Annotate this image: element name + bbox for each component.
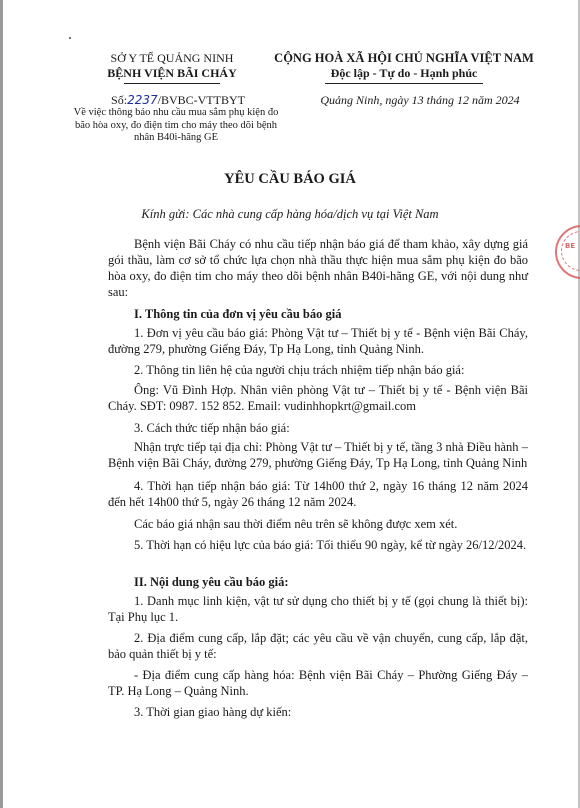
item-2-1: 1. Danh mục linh kiện, vật tư sử dụng cho thiết bị y tế (gọi chung là thiết bị): Tại Phụ lục 1. <box>108 594 528 624</box>
red-stamp <box>555 225 580 279</box>
item-1-3: 3. Cách thức tiếp nhận báo giá: <box>134 421 290 435</box>
document-number <box>72 93 284 107</box>
item-1-2-wrap <box>108 362 528 378</box>
issuing-agency <box>66 51 278 84</box>
item-1-1: 1. Đơn vị yêu cầu báo giá: Phòng Vật tư – Thiết bị y tế - Bệnh viện Bãi Cháy, đường 279, phường Giếng Đáy, Tp Hạ Long, tỉnh Quảng Ninh. <box>108 326 528 356</box>
stamp-ring <box>561 231 580 271</box>
recipient-line: Kính gửi: Các nhà cung cấp hàng hóa/dịch vụ tại Việt Nam <box>141 207 439 221</box>
item-2-3: 3. Thời gian giao hàng dự kiến: <box>134 705 292 719</box>
item-1-3-detail: Nhận trực tiếp tại địa chỉ: Phòng Vật tư – Thiết bị y tế, tầng 3 nhà Điều hành – Bệnh viện Bãi Cháy, đường 279, phường Giếng Đáy, Tp Hạ Long, tỉnh Quảng Ninh <box>108 440 528 470</box>
item-1-5-wrap <box>108 537 528 553</box>
country-name: CỘNG HOÀ XÃ HỘI CHỦ NGHĨA VIỆT NAM <box>274 51 534 65</box>
item-1-2: 2. Thông tin liên hệ của người chịu trách nhiệm tiếp nhận báo giá: <box>134 363 465 377</box>
item-2-2-wrap <box>108 630 528 662</box>
scan-speck <box>69 37 71 39</box>
item-1-1-wrap <box>108 325 528 357</box>
item-1-4: 4. Thời hạn tiếp nhận báo giá: Từ 14h00 thứ 2, ngày 16 tháng 12 năm 2024 đến hết 14h00 thứ 5, ngày 26 tháng 12 năm 2024. <box>108 479 528 509</box>
section-1 <box>108 306 528 322</box>
item-1-4-wrap <box>108 478 528 510</box>
doc-number-prefix: Số: <box>111 93 128 107</box>
section-1-heading: I. Thông tin của đơn vị yêu cầu báo giá <box>134 307 342 321</box>
item-2-2-detail: - Địa điểm cung cấp hàng hóa: Bệnh viện Bãi Cháy – Phường Giếng Đáy – TP. Hạ Long – Quảng Ninh. <box>108 668 528 698</box>
intro-paragraph: Bệnh viện Bãi Cháy có nhu cầu tiếp nhận báo giá để tham khảo, xây dựng giá gói thầu, làm cơ sở tổ chức lựa chọn nhà thầu thực hiện mua sắm phụ kiện đo bão hòa oxy, đo điện tim cho máy theo dõi bệnh nhân B40i-hãng GE, với nội dung như sau: <box>108 237 528 299</box>
item-1-3-wrap <box>108 420 528 436</box>
scan-left-edge <box>0 0 3 808</box>
issue-date: Quảng Ninh, ngày 13 tháng 12 năm 2024 <box>320 93 520 107</box>
item-1-2-detail: Ông: Vũ Đình Hợp. Nhân viên phòng Vật tư – Thiết bị y tế - Bệnh viện Bãi Cháy. SĐT: 0987. 152 852. Email: vudinhhopkrt@gmail.com <box>108 383 528 413</box>
item-2-1-wrap <box>108 593 528 625</box>
agency-underline <box>124 83 220 84</box>
document-subject: Về việc thông báo nhu cầu mua sắm phụ kiện đo bão hòa oxy, đo điện tim cho máy theo dõi bệnh nhân B40i-hãng GE <box>73 107 279 143</box>
item-1-4-note-wrap <box>108 516 528 532</box>
item-2-2: 2. Địa điểm cung cấp, lắp đặt; các yêu cầu về vận chuyển, cung cấp, lắp đặt, bảo quản thiết bị y tế: <box>108 631 528 661</box>
agency-name: BỆNH VIỆN BÃI CHÁY <box>107 66 237 80</box>
agency-parent: SỞ Y TẾ QUẢNG NINH <box>110 51 234 65</box>
section-2-heading: II. Nội dung yêu cầu báo giá: <box>134 575 289 589</box>
motto-underline <box>325 83 483 84</box>
item-1-3-detail-wrap <box>108 439 528 471</box>
body-text <box>108 236 528 300</box>
item-2-3-wrap <box>108 704 528 720</box>
section-2 <box>108 574 528 590</box>
doc-number-suffix: /BVBC-VTTBYT <box>157 93 245 107</box>
stamp-text: BE <box>565 242 576 250</box>
national-motto <box>254 51 554 84</box>
item-1-5: 5. Thời hạn có hiệu lực của báo giá: Tối thiểu 90 ngày, kể từ ngày 26/12/2024. <box>134 538 527 552</box>
item-1-2-detail-wrap <box>108 382 528 414</box>
doc-number-handwritten: 2237 <box>127 93 158 107</box>
document-title: YÊU CẦU BÁO GIÁ <box>224 171 356 187</box>
item-1-4-note: Các báo giá nhận sau thời điểm nêu trên sẽ không được xem xét. <box>134 517 458 531</box>
motto: Độc lập - Tự do - Hạnh phúc <box>330 66 478 80</box>
item-2-2-detail-wrap <box>108 667 528 699</box>
